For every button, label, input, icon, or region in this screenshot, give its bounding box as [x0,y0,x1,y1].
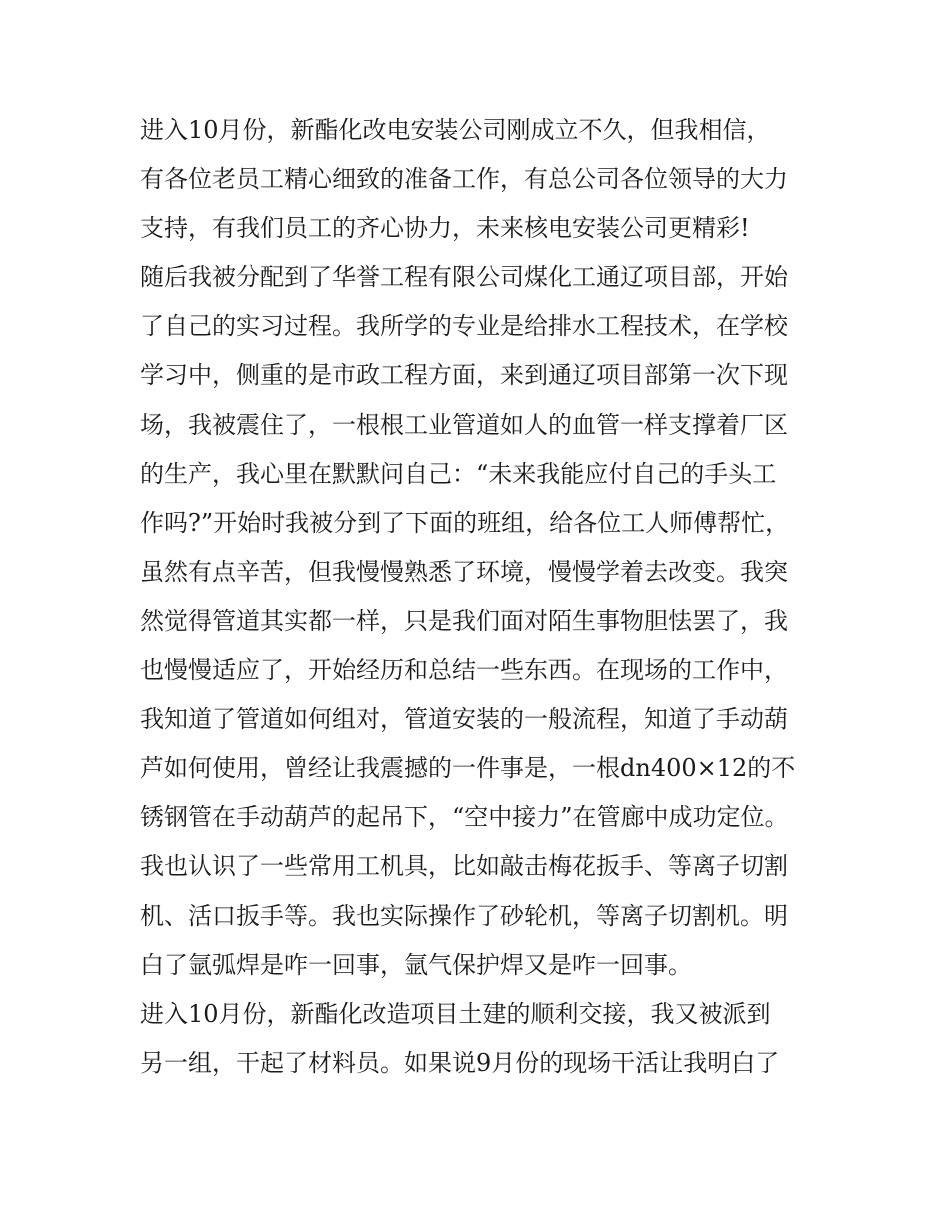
text-line-17: 机、活口扳手等。我也实际操作了砂轮机，等离子切割机。明 [140,901,788,930]
text-line-20: 另一组，干起了材料员。如果说9月份的现场干活让我明白了 [140,1048,780,1077]
text-line-15: 锈钢管在手动葫芦的起吊下，“空中接力”在管廊中成功定位。 [140,803,789,832]
text-line-7: 场，我被震住了，一根根工业管道如人的血管一样支撑着厂区 [140,410,788,439]
text-line-6: 学习中，侧重的是市政工程方面，来到通辽项目部第一次下现 [140,361,788,390]
text-line-18: 白了氩弧焊是咋一回事，氩气保护焊又是咋一回事。 [140,950,692,979]
text-line-13: 我知道了管道如何组对，管道安装的一般流程，知道了手动葫 [140,705,788,734]
text-line-5: 了自己的实习过程。我所学的专业是给排水工程技术，在学校 [140,312,788,341]
text-line-10: 虽然有点辛苦，但我慢慢熟悉了环境，慢慢学着去改变。我突 [140,557,788,586]
text-line-8: 的生产，我心里在默默问自己：“未来我能应付自己的手头工 [140,459,777,488]
text-line-14: 芦如何使用，曾经让我震撼的一件事是，一根dn400×12的不 [140,754,796,783]
text-line-9: 作吗?”开始时我被分到了下面的班组，给各位工人师傅帮忙， [140,508,790,537]
text-line-12: 也慢慢适应了，开始经历和总结一些东西。在现场的工作中， [140,656,788,685]
text-line-3: 支持，有我们员工的齐心协力，未来核电安装公司更精彩! [140,214,750,243]
text-line-2: 有各位老员工精心细致的准备工作，有总公司各位领导的大力 [140,165,788,194]
text-line-4: 随后我被分配到了华誉工程有限公司煤化工通辽项目部，开始 [140,263,788,292]
text-line-16: 我也认识了一些常用工机具，比如敲击梅花扳手、等离子切割 [140,852,788,881]
text-line-19: 进入10月份，新酯化改造项目土建的顺利交接，我又被派到 [140,999,771,1028]
text-line-11: 然觉得管道其实都一样，只是我们面对陌生事物胆怯罢了，我 [140,606,788,635]
body-text [140,106,820,1088]
text-line-1: 进入10月份，新酯化改电安装公司刚成立不久，但我相信， [140,116,771,144]
